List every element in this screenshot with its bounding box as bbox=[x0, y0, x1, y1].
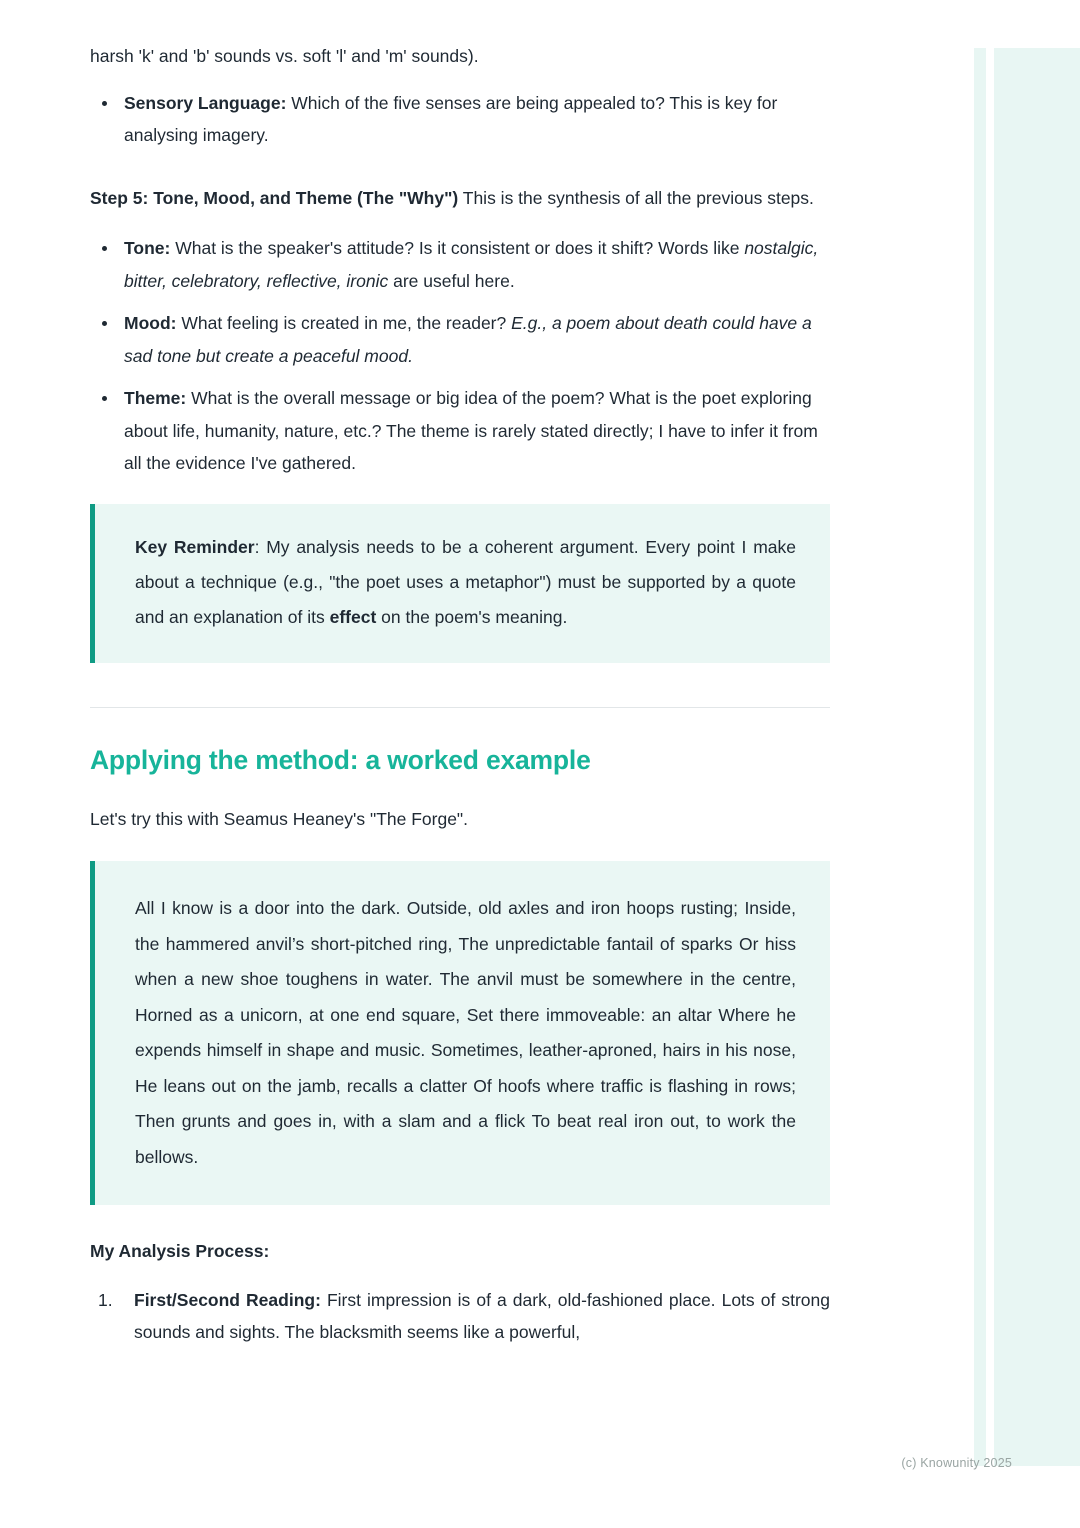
bullet-text: What feeling is created in me, the reader? bbox=[176, 313, 512, 333]
step5-text: This is the synthesis of all the previous steps. bbox=[458, 187, 814, 208]
bullet-italic: nostalgic, bitter, celebratory, reflective, ironic bbox=[124, 238, 819, 291]
key-reminder-label: Key Reminder bbox=[135, 536, 255, 557]
worked-example-intro: Let's try this with Seamus Heaney's "The Forge". bbox=[90, 808, 469, 829]
analysis-item-label: First/Second Reading: bbox=[134, 1289, 321, 1310]
step5-list bbox=[90, 232, 830, 480]
analysis-item-text: First impression is of a dark, old-fashioned place. Lots of strong sounds and sights. The blacksmith seems like a powerful, bbox=[134, 1289, 830, 1342]
list-item bbox=[90, 87, 830, 152]
bullet-label: Tone: bbox=[124, 238, 171, 258]
bullet-text: Which of the five senses are being appealed to? This is key for analysing imagery. bbox=[124, 92, 778, 145]
analysis-process-subheading: My Analysis Process: bbox=[90, 1241, 270, 1261]
poem-text: All I know is a door into the dark. Outside, old axles and iron hoops rusting; Inside, the hammered anvil’s short-pitched ring, The unpredictable fantail of sparks Or hiss when a new shoe toughens in water. The anvil must be somewhere in the centre, Horned as a unicorn, at one end square, Set there immoveable: an altar Where he expends himself in shape and music. Sometimes, leather-aproned, hairs in his nose, He leans out on the jamb, recalls a clatter Of hoofs where traffic is flashing in rows; Then grunts and goes in, with a slam and a flick To beat real iron out, to work the bellows. bbox=[135, 898, 796, 1167]
list-item bbox=[90, 382, 830, 480]
continued-paragraph: harsh 'k' and 'b' sounds vs. soft 'l' and 'm' sounds). bbox=[90, 46, 479, 66]
key-reminder-text bbox=[135, 530, 796, 635]
bullet-text: What is the overall message or big idea of the poem? What is the poet exploring about life, humanity, nature, etc.? The theme is rarely stated directly; I have to infer it from all the evidence I've gathered. bbox=[124, 388, 818, 473]
bullet-text-after: are useful here. bbox=[388, 270, 515, 291]
sensory-language-list bbox=[90, 87, 830, 152]
bullet-label: Sensory Language: bbox=[124, 92, 287, 113]
section-title: Applying the method: a worked example bbox=[90, 744, 591, 775]
bullet-label: Theme: bbox=[124, 388, 187, 408]
list-item bbox=[90, 1284, 830, 1349]
document-content bbox=[90, 40, 830, 1359]
key-reminder-emphasis: effect bbox=[329, 606, 377, 627]
bullet-italic: E.g., a poem about death could have a sad tone but create a peaceful mood. bbox=[124, 313, 812, 366]
step5-paragraph bbox=[90, 182, 830, 215]
key-reminder-part1: : My analysis needs to be a coherent argument. Every point I make about a technique (e.g., "the poet uses a metaphor") must be supported by a quote and an explanation of its bbox=[135, 536, 796, 627]
list-item bbox=[90, 232, 830, 297]
key-reminder-part2: on the poem's meaning. bbox=[376, 606, 568, 627]
footer-credit: (c) Knowunity 2025 bbox=[901, 1456, 1012, 1470]
bullet-label: Mood: bbox=[124, 313, 177, 333]
key-reminder-callout bbox=[90, 504, 830, 663]
bullet-text: What is the speaker's attitude? Is it consistent or does it shift? Words like bbox=[170, 238, 745, 258]
section-divider bbox=[90, 707, 830, 709]
step5-heading: Step 5: Tone, Mood, and Theme (The "Why") bbox=[90, 187, 459, 208]
poem-quote-block bbox=[90, 861, 830, 1205]
page-side-band-stripe bbox=[986, 48, 994, 1466]
analysis-process-list bbox=[90, 1284, 830, 1349]
list-item bbox=[90, 307, 830, 372]
